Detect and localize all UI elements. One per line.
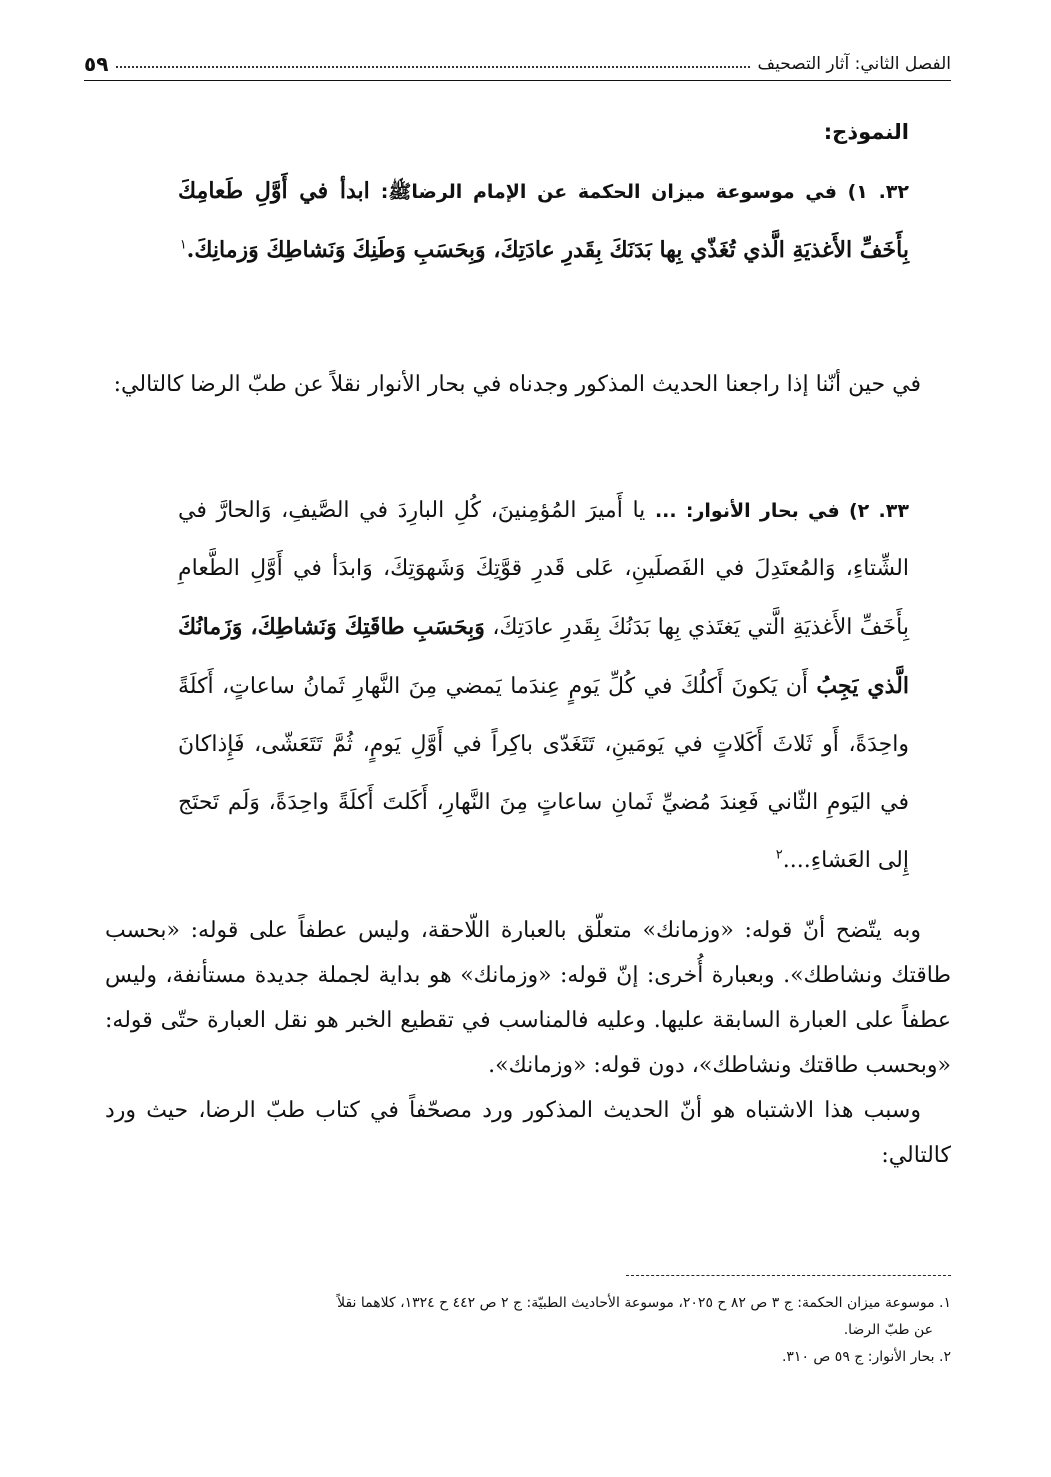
footnote-2: ٢. بحار الأنوار: ج ٥٩ ص ٣١٠. [781,1349,951,1365]
dot-leader [116,66,749,68]
footnotes [105,1290,951,1371]
footnote-1-continuation: عن طبّ الرضا. [843,1322,933,1338]
page-number: ٥٩ [84,52,109,76]
footnote-ref-1: ١ [179,237,187,253]
paragraph-1 [105,361,951,408]
section-label: النموذج: [823,120,909,144]
paragraph-2-text: وبه يتّضح أنّ قوله: «وزمانك» متعلّق بالعبارة اللّاحقة، وليس عطفاً على قوله: «بحسب طاقتك ونشاطك». وبعبارة أُخرى: إنّ قوله: «وزمانك» هو بداية لجملة جديدة مستأنفة، وليس عطفاً على العبارة السابقة عليها. وعليه فالمناسب في تقطيع الخبر هو نقل العبارة حتّى قوله: «وبحسب طاقتك ونشاطك»، دون قوله: «وزمانك». [105,918,951,1078]
running-header [84,46,951,81]
example-32-text: ابدأ في أَوَّلِ طَعامِكَ بِأَخَفِّ الأَغذيَةِ الَّذي تُغَذّي بِها بَدَنَكَ بِقَدرِ عادَتِكَ، وَبِحَسَبِ وَطَنِكَ [178,178,909,263]
footnote-ref-2: ٢ [775,847,783,863]
example-33-text-bold: وَبِحَسَبِ طاقَتِكَ وَنَشاطِكَ، وَزَمانُكَ الَّذي يَجِبُ [178,614,909,699]
paragraph-3-text: وسبب هذا الاشتباه هو أنّ الحديث المذكور ورد مصحّفاً في كتاب طبّ الرضا، حيث ورد كالتالي: [105,1098,951,1168]
example-33-lead: ٣٣. ٢) في بحار الأنوار: ... [654,500,909,522]
paragraph-1-text: في حين أنّنا إذا راجعنا الحديث المذكور وجدناه في بحار الأنوار نقلاً عن طبّ الرضا كالتالي: [113,372,921,397]
chapter-title: الفصل الثاني: آثار التصحيف [757,54,951,74]
footnote-1: ١. موسوعة ميزان الحكمة: ج ٣ ص ٨٢ ح ٢٠٢٥، موسوعة الأحاديث الطبيّة: ج ٢ ص ٤٤٢ ح ١٣٢٤، كلاهما نقلاً [337,1295,951,1311]
example-32-lead: ٣٢. ١) في موسوعة ميزان الحكمة عن الإمام الرضاﷺ: [380,181,909,203]
example-33 [178,482,909,890]
footnote-separator [626,1275,951,1276]
paragraph-2 [105,908,951,1178]
example-33-text-2: أَن يَكونَ أَكلُكَ في كُلِّ يَومٍ عِندَما يَمضي مِنَ النَّهارِ ثَمانُ ساعاتٍ، أَكلَةً واحِدَةً، أَو ثَلاثَ أَكَلاتٍ في يَومَينِ، تَتَغَدّى باكِراً في أَوَّلِ يَومٍ، ثُمَّ تَتَعَشّى، فَإِذاكانَ في اليَومِ الثّاني فَعِندَ مُضيِّ ثَمانِ ساعاتٍ مِنَ النَّهارِ، أَكَلتَ أَكلَةً واحِدَةً، وَلَم تَحتَج إِلى العَشاءِ.... [178,674,909,873]
example-32-text-bold: وَنَشاطِكَ وَزمانِكَ. [186,237,346,263]
example-32 [178,162,909,280]
example-33-text-1: يا أَميرَ المُؤمِنينَ، كُلِ البارِدَ في الصَّيفِ، وَالحارَّ في الشِّتاءِ، وَالمُعتَدِلَ في الفَصلَينِ، عَلى قَدرِ قوَّتِكَ وَشَهوَتِكَ، وَابدَأ في أَوَّلِ الطَّعامِ بِأَخَفِّ الأَغذيَةِ الَّتي يَغتَذي بِها بَدَنُكَ بِقَدرِ عادَتِكَ، [178,498,909,640]
